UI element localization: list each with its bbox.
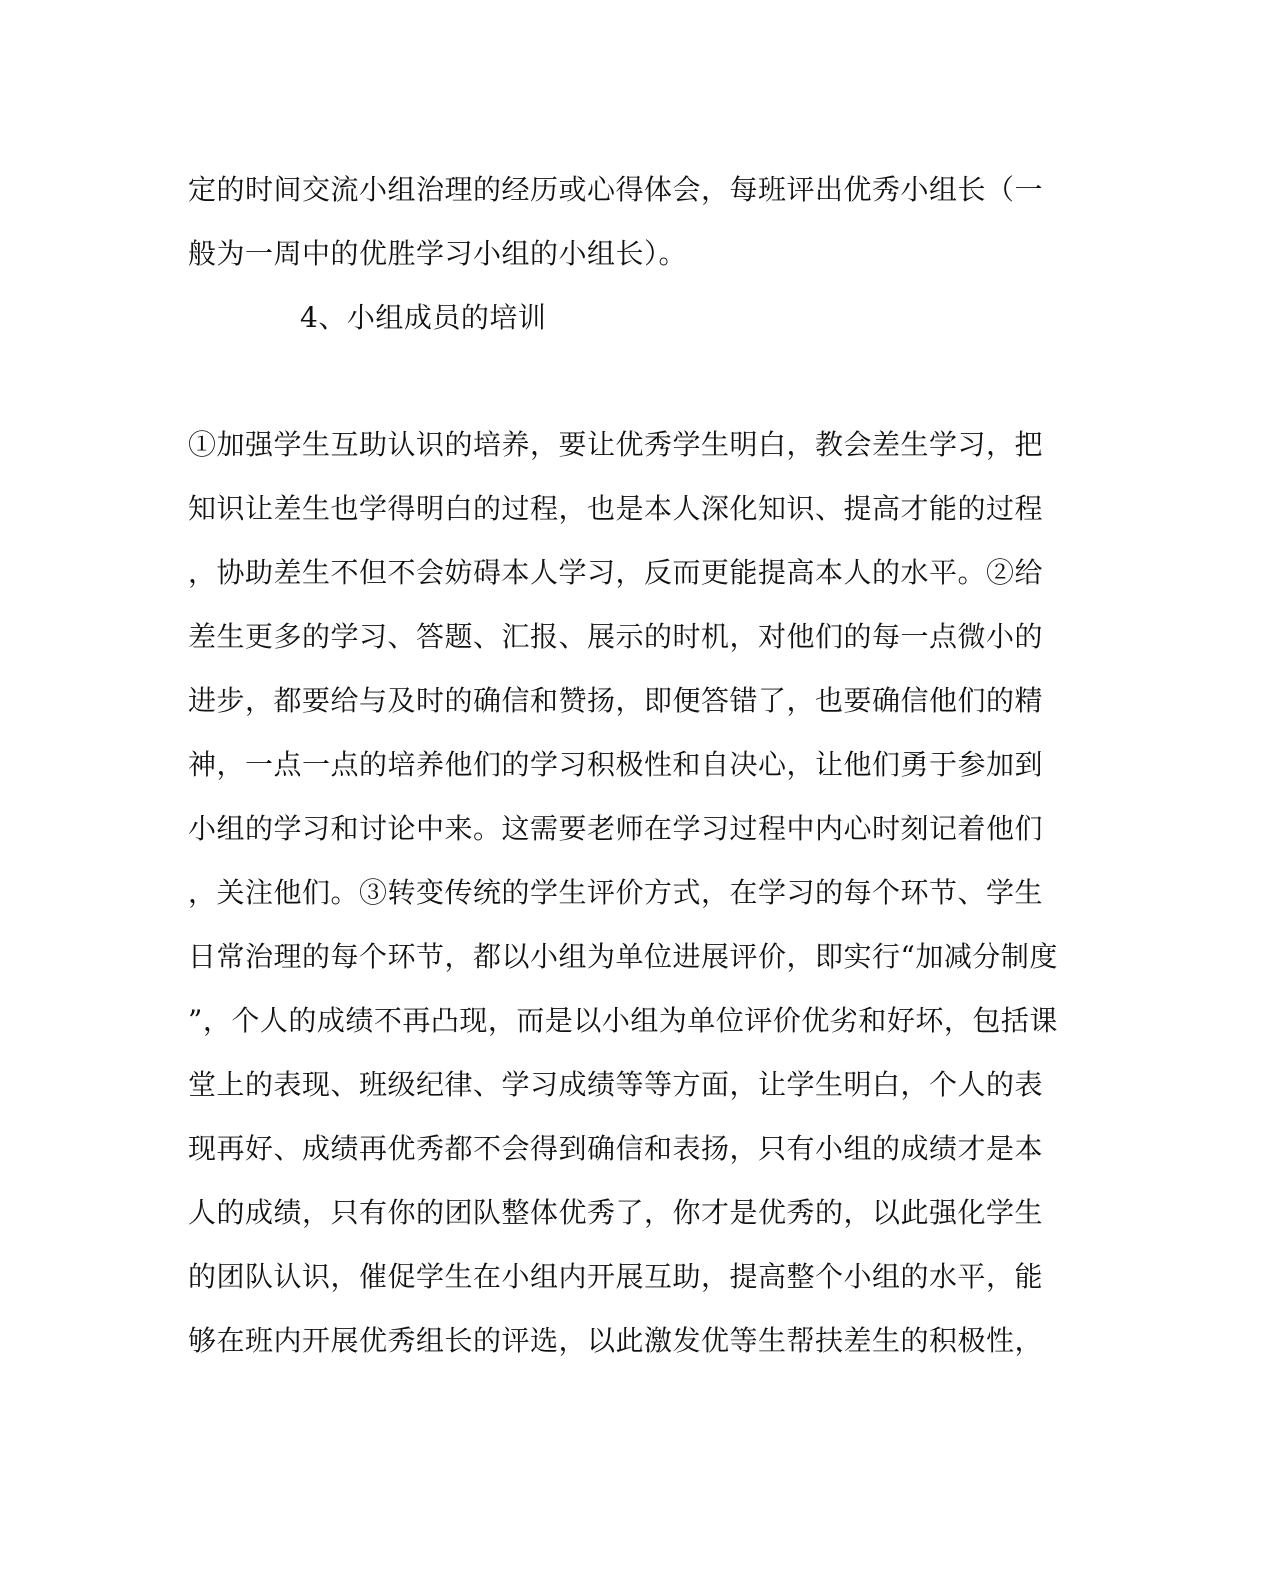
paragraph-line: 够在班内开展优秀组长的评选，以此激发优等生帮扶差生的积极性， [188, 1324, 1044, 1357]
paragraph-line: ，协助差生不但不会妨碍本人学习，反而更能提高本人的水平。②给 [188, 556, 1044, 589]
paragraph-line: 神，一点一点的培养他们的学习积极性和自决心，让他们勇于参加到 [188, 748, 1044, 781]
paragraph-line: 差生更多的学习、答题、汇报、展示的时机，对他们的每一点微小的 [188, 620, 1044, 653]
paragraph-line: 的团队认识，催促学生在小组内开展互助，提高整个小组的水平，能 [188, 1260, 1044, 1293]
paragraph-line: 现再好、成绩再优秀都不会得到确信和表扬，只有小组的成绩才是本 [188, 1132, 1044, 1165]
paragraph-line: 堂上的表现、班级纪律、学习成绩等等方面，让学生明白，个人的表 [188, 1068, 1044, 1101]
section-heading: 4、小组成员的培训 [300, 301, 547, 334]
paragraph-line: 进步，都要给与及时的确信和赞扬，即便答错了，也要确信他们的精 [188, 684, 1044, 717]
paragraph-line: ”，个人的成绩不再凸现，而是以小组为单位评价优劣和好坏，包括课 [188, 1004, 1058, 1037]
paragraph-line: ①加强学生互助认识的培养，要让优秀学生明白，教会差生学习，把 [188, 428, 1044, 461]
paragraph-line: 般为一周中的优胜学习小组的小组长）。 [188, 237, 688, 270]
paragraph-line: 小组的学习和讨论中来。这需要老师在学习过程中内心时刻记着他们 [188, 812, 1044, 845]
paragraph-line: 日常治理的每个环节，都以小组为单位进展评价，即实行“加减分制度 [188, 940, 1058, 973]
paragraph-line: 定的时间交流小组治理的经历或心得体会，每班评出优秀小组长（一 [188, 173, 1044, 206]
paragraph-line: 人的成绩，只有你的团队整体优秀了，你才是优秀的，以此强化学生 [188, 1196, 1044, 1229]
paragraph-line: 知识让差生也学得明白的过程，也是本人深化知识、提高才能的过程 [188, 492, 1044, 525]
paragraph-line: ，关注他们。③转变传统的学生评价方式，在学习的每个环节、学生 [188, 876, 1044, 909]
